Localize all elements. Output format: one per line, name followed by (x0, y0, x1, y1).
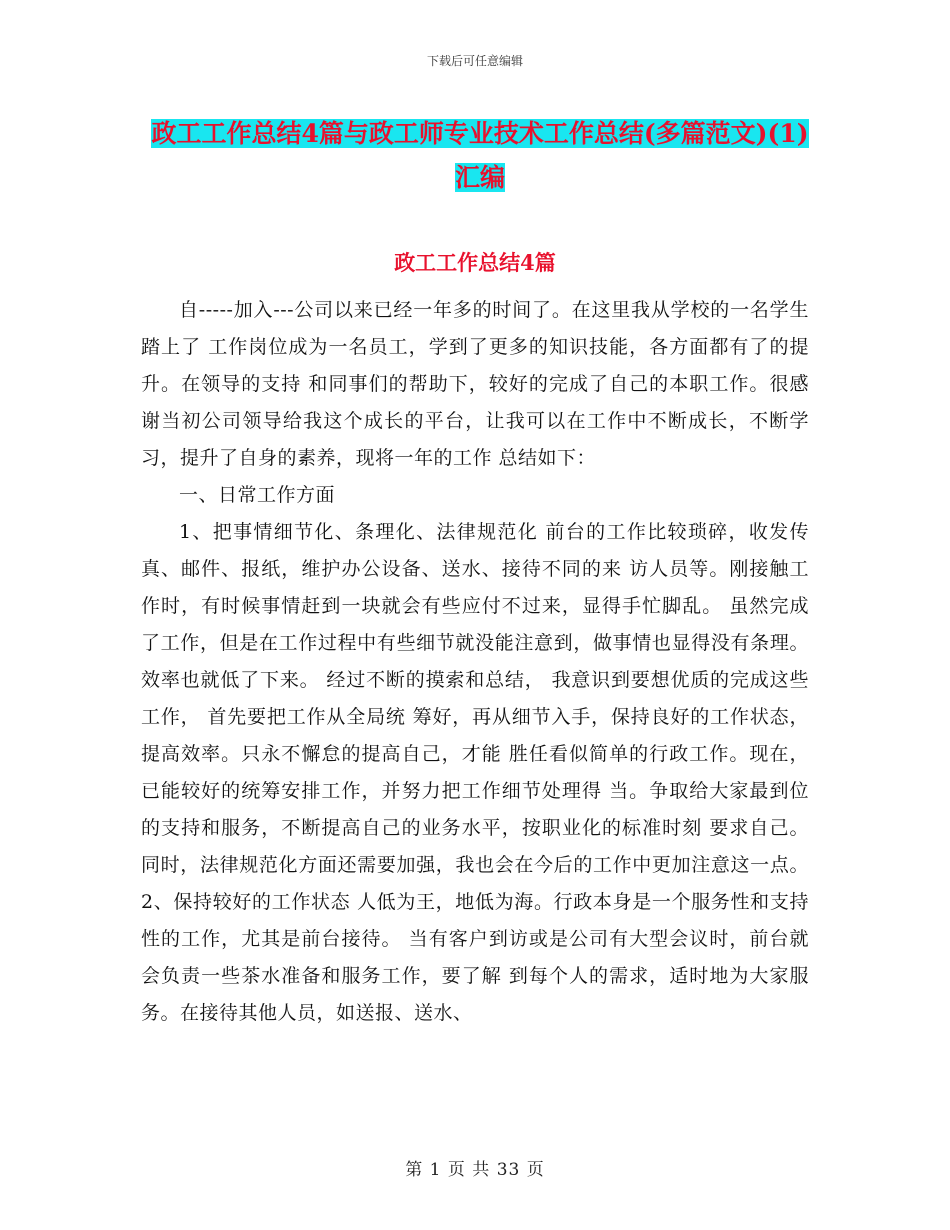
document-title (140, 112, 820, 200)
paragraph-detail: 1、把事情细节化、条理化、法律规范化 前台的工作比较琐碎，收发传真、邮件、报纸，维护办公设备、送水、接待不同的来 访人员等。刚接触工作时，有时候事情赶到一块就会有些应付不过来，显得手忙脚乱。 虽然完成了工作，但是在工作过程中有些细节就没能注意到，做事情也显得没有条理。 效率也就低了下来。 经过不断的摸索和总结， 我意识到要想优质的完成这些工作， 首先要把工作从全局统 筹好，再从细节入手，保持良好的工作状态，提高效率。只永不懈怠的提高自己，才能 胜任看似简单的行政工作。现在，已能较好的统筹安排工作，并努力把工作细节处理得 当。争取给大家最到位的支持和服务，不断提高自己的业务水平，按职业化的标准时刻 要求自己。同时，法律规范化方面还需要加强，我也会在今后的工作中更加注意这一点。 2、保持较好的工作状态 人低为王，地低为海。行政本身是一个服务性和支持性的工作，尤其是前台接待。 当有客户到访或是公司有大型会议时，前台就会负责一些茶水准备和服务工作，要了解 到每个人的需求，适时地为大家服务。在接待其他人员，如送报、送水、 (141, 521, 809, 1024)
paragraph-intro: 自-----加入---公司以来已经一年多的时间了。在这里我从学校的一名学生踏上了 工作岗位成为一名员工，学到了更多的知识技能，各方面都有了的提升。在领导的支持 和同事们的帮助下，较好的完成了自己的本职工作。很感谢当初公司领导给我这个成长的平台，让我可以在工作中不断成长，不断学习，提升了自身的素养，现将一年的工作 总结如下： (141, 299, 809, 469)
document-title-highlight: 政工工作总结4篇与政工师专业技术工作总结(多篇范文)(1)汇编 (151, 119, 809, 192)
page-number-footer: 第 1 页 共 33 页 (405, 1160, 545, 1180)
paragraph-heading-daily-work: 一、日常工作方面 (179, 484, 336, 506)
page-header-note: 下载后可任意编辑 (426, 54, 523, 68)
document-body (141, 292, 809, 1032)
section-title: 政工工作总结4篇 (394, 250, 556, 275)
